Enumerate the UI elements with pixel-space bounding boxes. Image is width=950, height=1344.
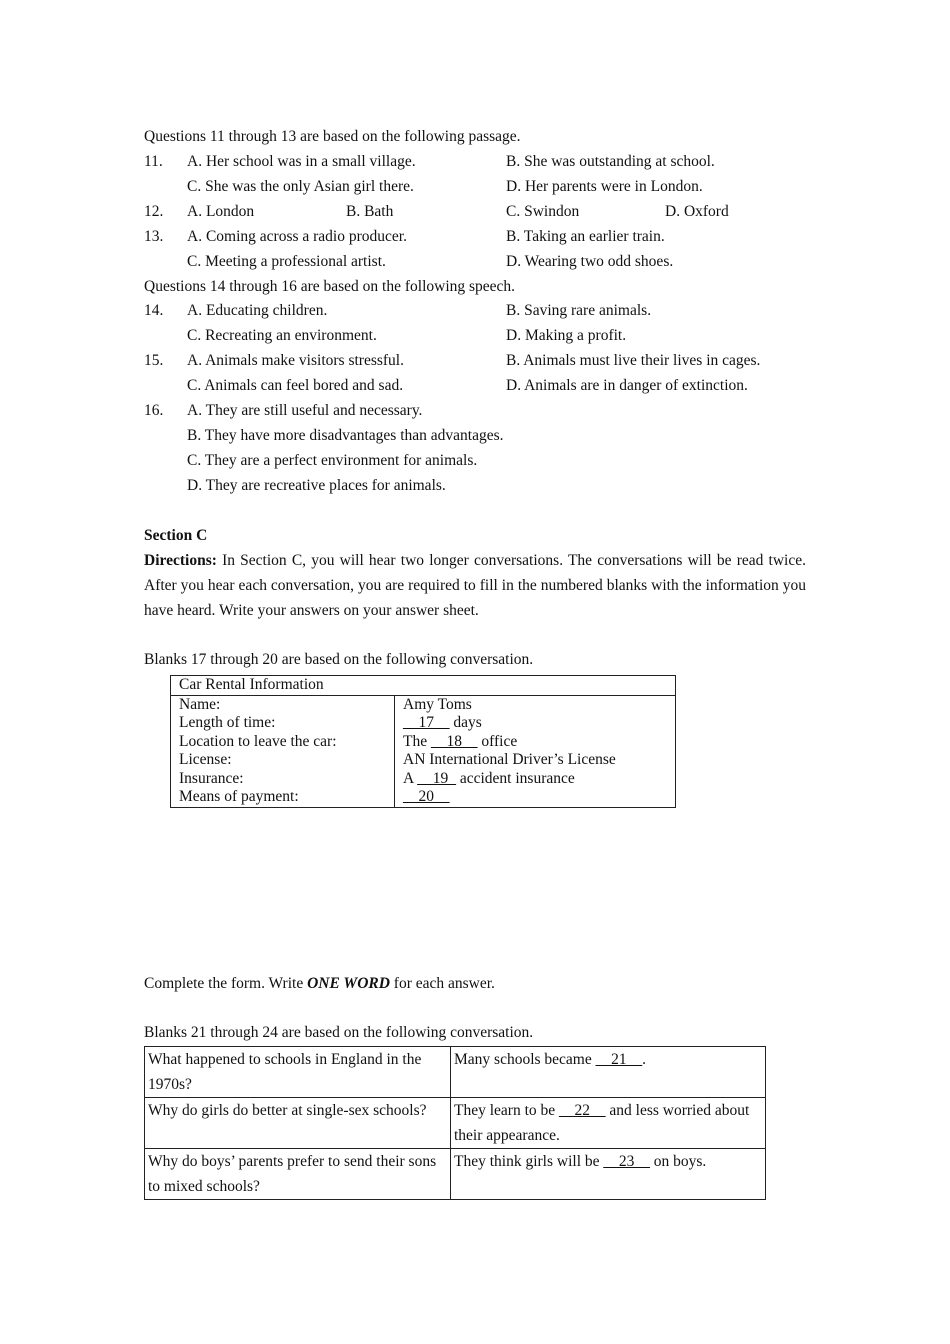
schools-question-1: What happened to schools in England in the 1970s? <box>145 1047 451 1098</box>
label-license: License: <box>179 751 232 768</box>
q13-option-b: B. Taking an earlier train. <box>506 228 665 245</box>
q11-option-c: C. She was the only Asian girl there. <box>187 178 414 195</box>
q11-option-b: B. She was outstanding at school. <box>506 153 715 170</box>
q13-option-c: C. Meeting a professional artist. <box>187 253 386 270</box>
form-instruction <box>144 974 495 994</box>
blank-19: __19_ <box>417 769 456 787</box>
schools-answer-2 <box>451 1098 766 1149</box>
directions-label: Directions: <box>144 552 217 569</box>
value-license-text: AN International Driver’s License <box>403 751 616 768</box>
q11-number: 11. <box>144 153 163 170</box>
q15-option-d: D. Animals are in danger of extinction. <box>506 377 748 394</box>
conv2-intro: Blanks 21 through 24 are based on the following conversation. <box>144 1024 534 1041</box>
value-location <box>403 733 667 752</box>
value-location-pre: The <box>403 732 431 750</box>
answer-3-pre: They think girls will be <box>454 1153 604 1170</box>
q12-option-a: A. London <box>187 203 255 220</box>
value-days-text: days <box>449 714 482 731</box>
q13-number: 13. <box>144 228 164 245</box>
section-c-title-text: Section C <box>144 527 208 544</box>
instruction-pre: Complete the form. Write <box>144 975 308 992</box>
q15-option-c: C. Animals can feel bored and sad. <box>187 377 404 394</box>
schools-answer-1 <box>451 1047 766 1098</box>
car-rental-labels <box>171 695 395 807</box>
car-rental-header-row <box>171 676 676 696</box>
car-rental-values <box>395 695 676 807</box>
intro-14-16: Questions 14 through 16 are based on the following speech. <box>144 278 516 295</box>
directions-text: In Section C, you will hear two longer conversations. The conversations will be read twice. After you hear each conversation, you are required to fill in the numbered blanks with the information you have heard. Write your answers on your answer sheet. <box>144 552 806 619</box>
value-license <box>403 751 667 770</box>
q14-number: 14. <box>144 302 164 319</box>
blank-21: __21__ <box>595 1051 643 1068</box>
value-name-text: Amy Toms <box>403 695 472 713</box>
instruction-emphasis: ONE WORD <box>307 975 390 992</box>
schools-row-3 <box>145 1149 766 1200</box>
value-location-post: office <box>477 732 518 750</box>
section-c-directions <box>144 548 806 623</box>
blank-22: __22__ <box>559 1102 606 1119</box>
q11-option-d: D. Her parents were in London. <box>506 178 703 195</box>
label-length-of-time: Length of time: <box>179 714 276 731</box>
blank-20: __20__ <box>403 788 450 805</box>
q16-option-c: C. They are a perfect environment for animals. <box>187 452 478 469</box>
car-rental-table <box>170 675 676 808</box>
q12-option-b: B. Bath <box>346 203 394 220</box>
q16-number: 16. <box>144 402 164 419</box>
q12-option-c: C. Swindon <box>506 203 580 220</box>
q13-option-d: D. Wearing two odd shoes. <box>506 253 674 270</box>
answer-2-pre: They learn to be <box>454 1102 560 1119</box>
schools-question-3: Why do boys’ parents prefer to send their sons to mixed schools? <box>145 1149 451 1200</box>
car-rental-title: Car Rental Information <box>179 676 324 693</box>
value-length-of-time <box>403 714 667 733</box>
blank-18: __18__ <box>430 732 478 750</box>
schools-row-2 <box>145 1098 766 1149</box>
value-insurance-post: accident insurance <box>455 769 575 787</box>
schools-question-2: Why do girls do better at single-sex schools? <box>145 1098 451 1149</box>
label-payment: Means of payment: <box>179 788 299 805</box>
q16-option-b: B. They have more disadvantages than advantages. <box>187 427 504 444</box>
section-c-title <box>144 526 207 546</box>
q12-number: 12. <box>144 203 164 220</box>
schools-answer-3 <box>451 1149 766 1200</box>
value-name <box>403 696 667 715</box>
blank-17: __17__ <box>403 714 450 731</box>
q15-option-a: A. Animals make visitors stressful. <box>187 352 404 369</box>
q14-option-a: A. Educating children. <box>187 302 328 319</box>
q15-number: 15. <box>144 352 164 369</box>
instruction-post: for each answer. <box>389 975 495 992</box>
schools-table <box>144 1046 766 1200</box>
q14-option-c: C. Recreating an environment. <box>187 327 377 344</box>
value-insurance-pre: A <box>403 769 418 787</box>
q14-option-d: D. Making a profit. <box>506 327 627 344</box>
conv1-intro: Blanks 17 through 20 are based on the following conversation. <box>144 651 534 668</box>
value-insurance <box>403 770 667 789</box>
intro-11-13: Questions 11 through 13 are based on the following passage. <box>144 128 521 145</box>
answer-1-post: . <box>642 1051 646 1068</box>
q16-option-d: D. They are recreative places for animals. <box>187 477 446 494</box>
schools-row-1 <box>145 1047 766 1098</box>
label-insurance: Insurance: <box>179 769 244 787</box>
value-payment <box>403 788 667 807</box>
q12-option-d: D. Oxford <box>665 203 729 220</box>
answer-2-post: and less worried about their appearance. <box>454 1102 750 1144</box>
q16-option-a: A. They are still useful and necessary. <box>187 402 423 419</box>
q13-option-a: A. Coming across a radio producer. <box>187 228 407 245</box>
blank-23: __23__ <box>603 1153 650 1170</box>
answer-3-post: on boys. <box>649 1153 707 1170</box>
q11-option-a: A. Her school was in a small village. <box>187 153 416 170</box>
label-name: Name: <box>179 695 221 713</box>
q15-option-b: B. Animals must live their lives in cages. <box>506 352 761 369</box>
label-location: Location to leave the car: <box>179 732 337 750</box>
car-rental-body-row <box>171 695 676 807</box>
q14-option-b: B. Saving rare animals. <box>506 302 652 319</box>
answer-1-pre: Many schools became <box>454 1051 596 1068</box>
